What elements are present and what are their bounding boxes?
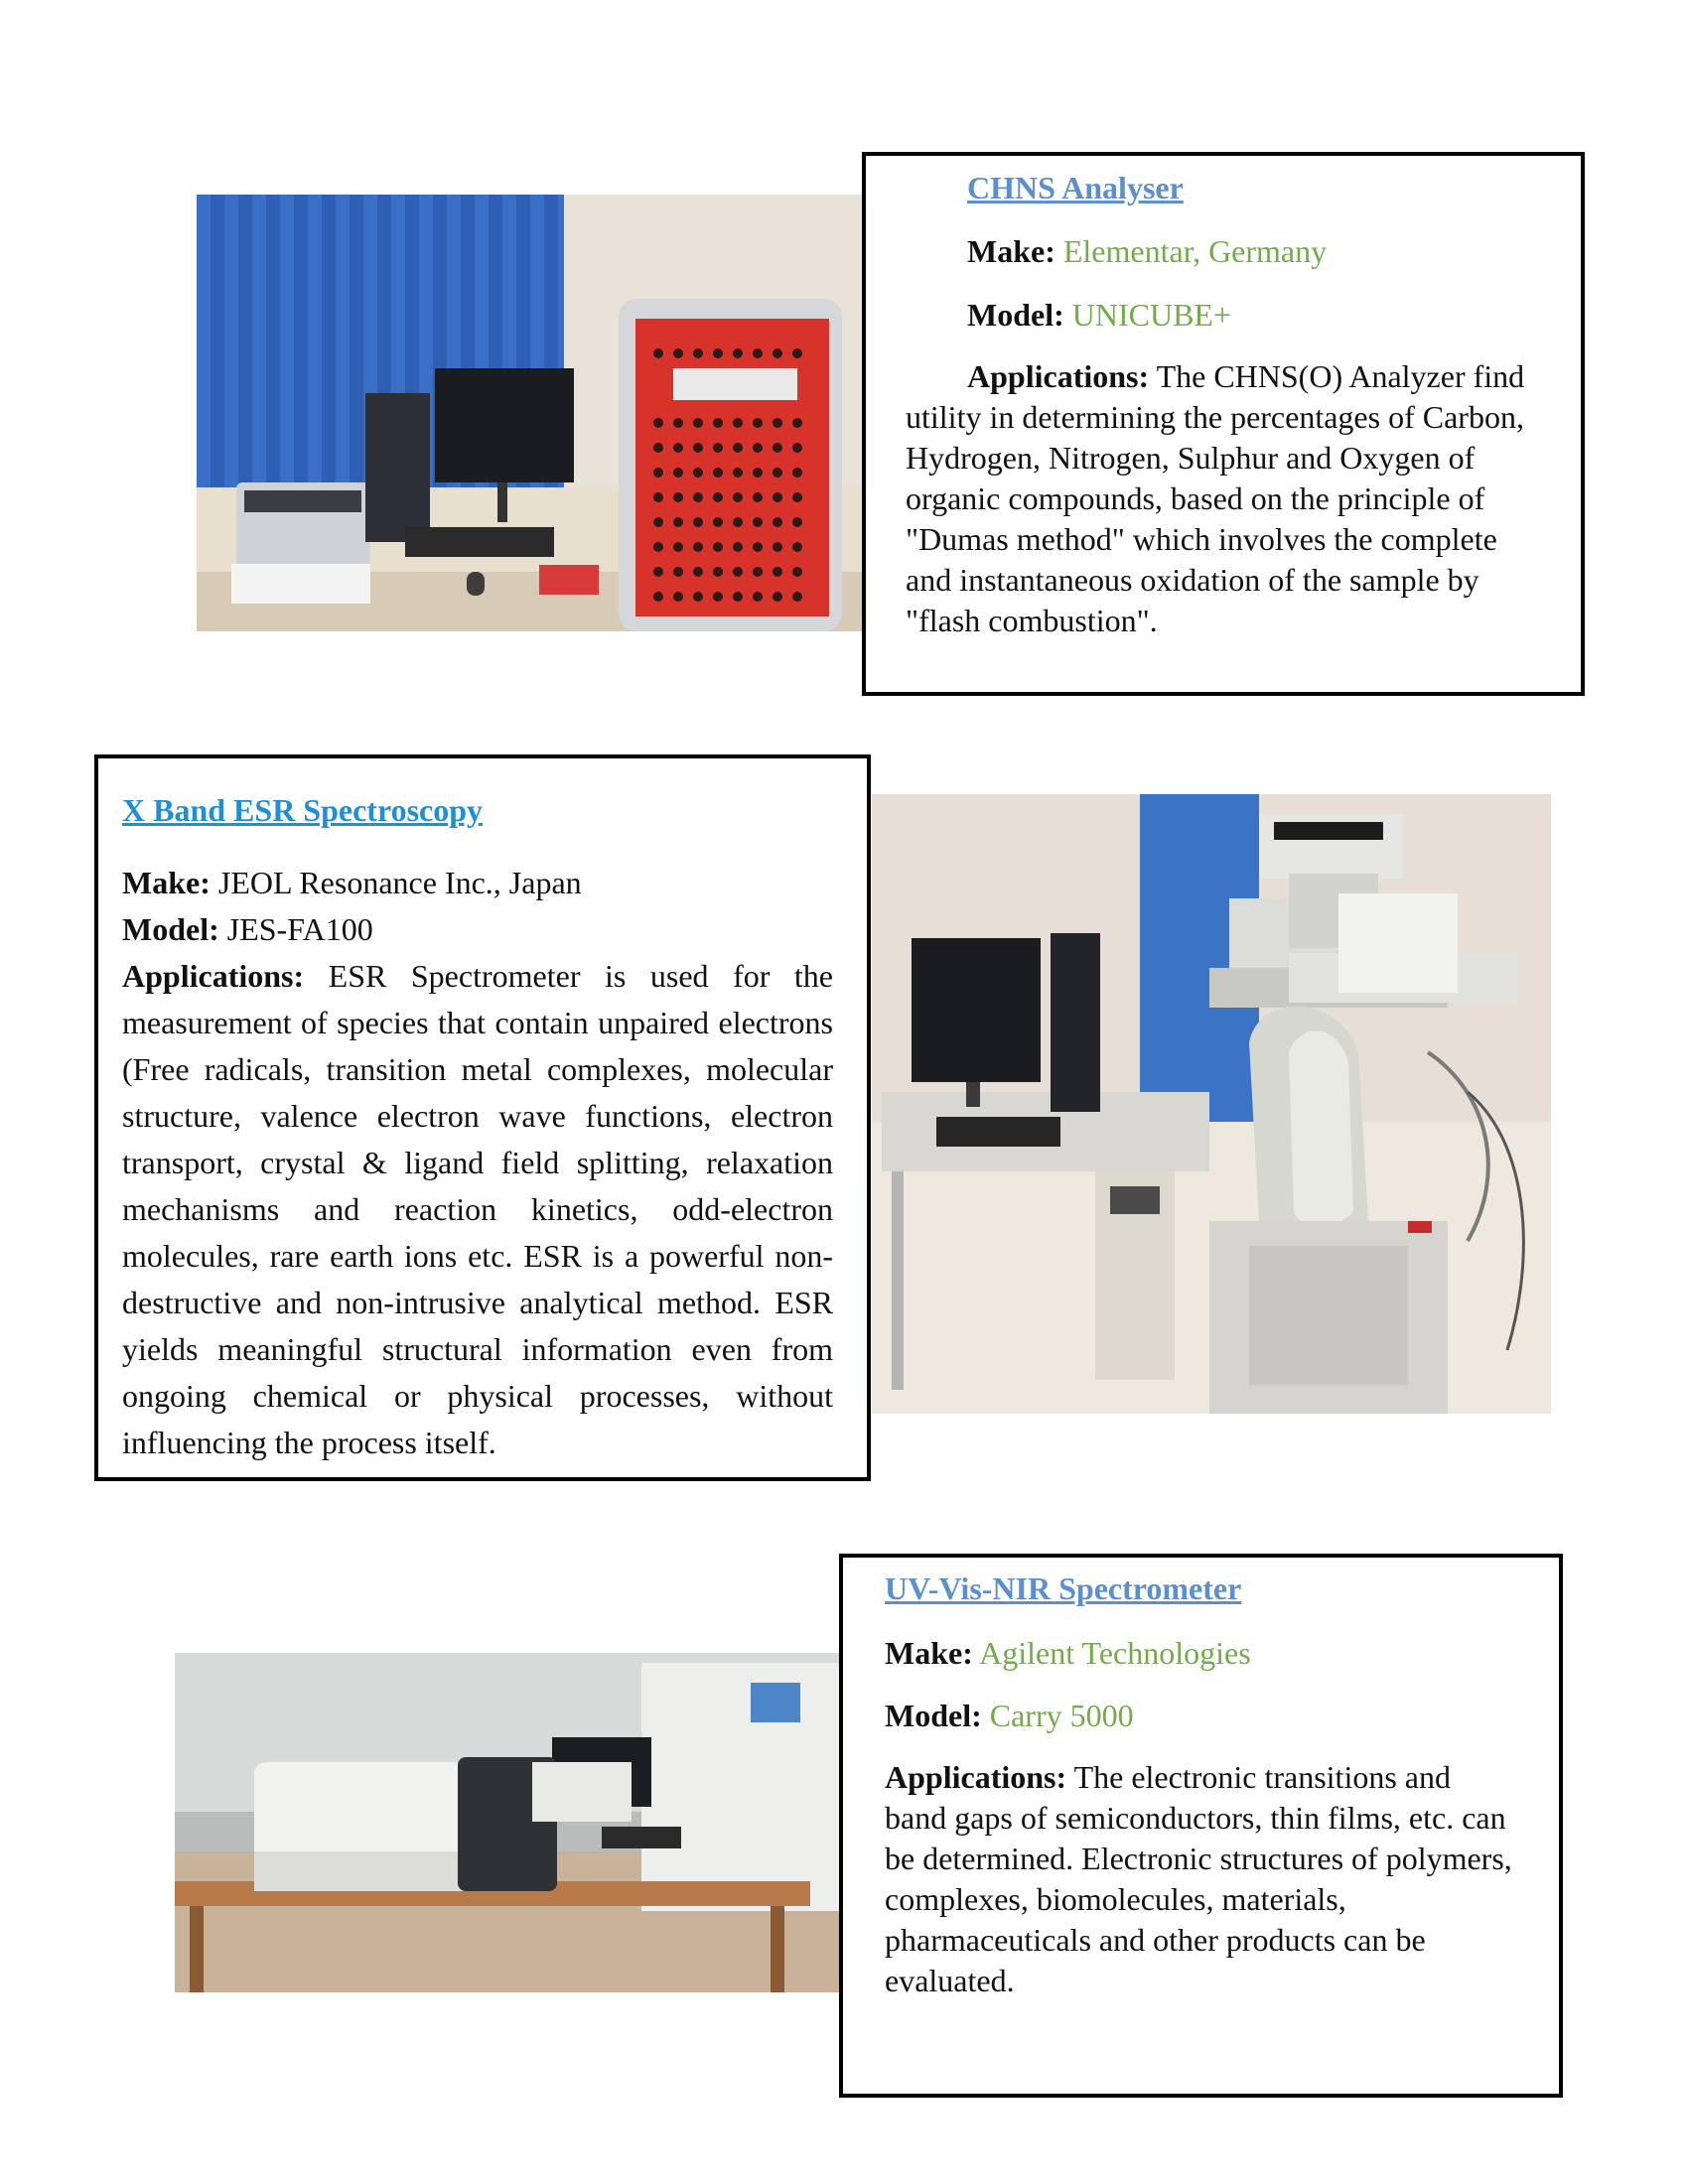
make-label: Make: <box>122 865 211 900</box>
model-value: UNICUBE+ <box>1071 297 1232 333</box>
uv-model <box>885 1696 1134 1737</box>
esr-card <box>94 754 871 1481</box>
chns-model <box>967 295 1231 337</box>
uv-title[interactable]: UV-Vis-NIR Spectrometer <box>885 1570 1242 1606</box>
model-label: Model: <box>885 1698 982 1733</box>
uv-vis-nir-photo <box>175 1653 852 1992</box>
chns-title[interactable]: CHNS Analyser <box>967 170 1184 205</box>
model-value: Carry 5000 <box>989 1698 1134 1733</box>
chns-analyser-photo <box>197 195 872 631</box>
uv-make <box>885 1633 1251 1675</box>
chns-analyser-card <box>862 152 1585 696</box>
uv-applications <box>885 1757 1520 2001</box>
make-value: JEOL Resonance Inc., Japan <box>217 865 582 900</box>
model-value: JES-FA100 <box>226 911 373 947</box>
applications-label: Applications: <box>967 358 1150 394</box>
esr-title[interactable]: X Band ESR Spectroscopy <box>122 792 484 828</box>
uv-vis-nir-card <box>839 1554 1563 2098</box>
applications-label: Applications: <box>885 1759 1067 1795</box>
make-label: Make: <box>885 1635 973 1671</box>
chns-make <box>967 231 1327 273</box>
applications-text: The CHNS(O) Analyzer find utility in determining the percentages of Carbon, Hydrogen, Nitrogen, Sulphur and Oxygen of organic compounds, based on the principle of "Dumas method" which involves the complete and instantaneous oxidation of the sample by "flash combustion". <box>906 358 1525 638</box>
esr-applications <box>122 953 833 1466</box>
esr-spectrometer-photo <box>872 794 1551 1414</box>
make-label: Make: <box>967 233 1055 269</box>
esr-make <box>122 860 582 906</box>
make-value: Agilent Technologies <box>979 1635 1251 1671</box>
esr-model <box>122 906 373 953</box>
applications-text: ESR Spectrometer is used for the measurement of species that contain unpaired electrons (Free radicals, transition metal complexes, molecular structure, valence electron wave functions, electron transport, crystal & ligand field splitting, relaxation mechanisms and reaction kinetics, odd-electron molecules, rare earth ions etc. ESR is a powerful non-destructive and non-intrusive analytical method. ESR yields meaningful structural information even from ongoing chemical or physical processes, without influencing the process itself. <box>122 958 834 1460</box>
make-value: Elementar, Germany <box>1062 233 1328 269</box>
model-label: Model: <box>967 297 1064 333</box>
applications-text: The electronic transitions and band gaps of semiconductors, thin films, etc. can be determined. Electronic structures of polymers, complexes, biomolecules, materials, pharmaceuticals and other products can be evaluated. <box>885 1759 1512 1998</box>
chns-applications <box>906 356 1526 641</box>
model-label: Model: <box>122 911 219 947</box>
applications-label: Applications: <box>122 958 305 994</box>
